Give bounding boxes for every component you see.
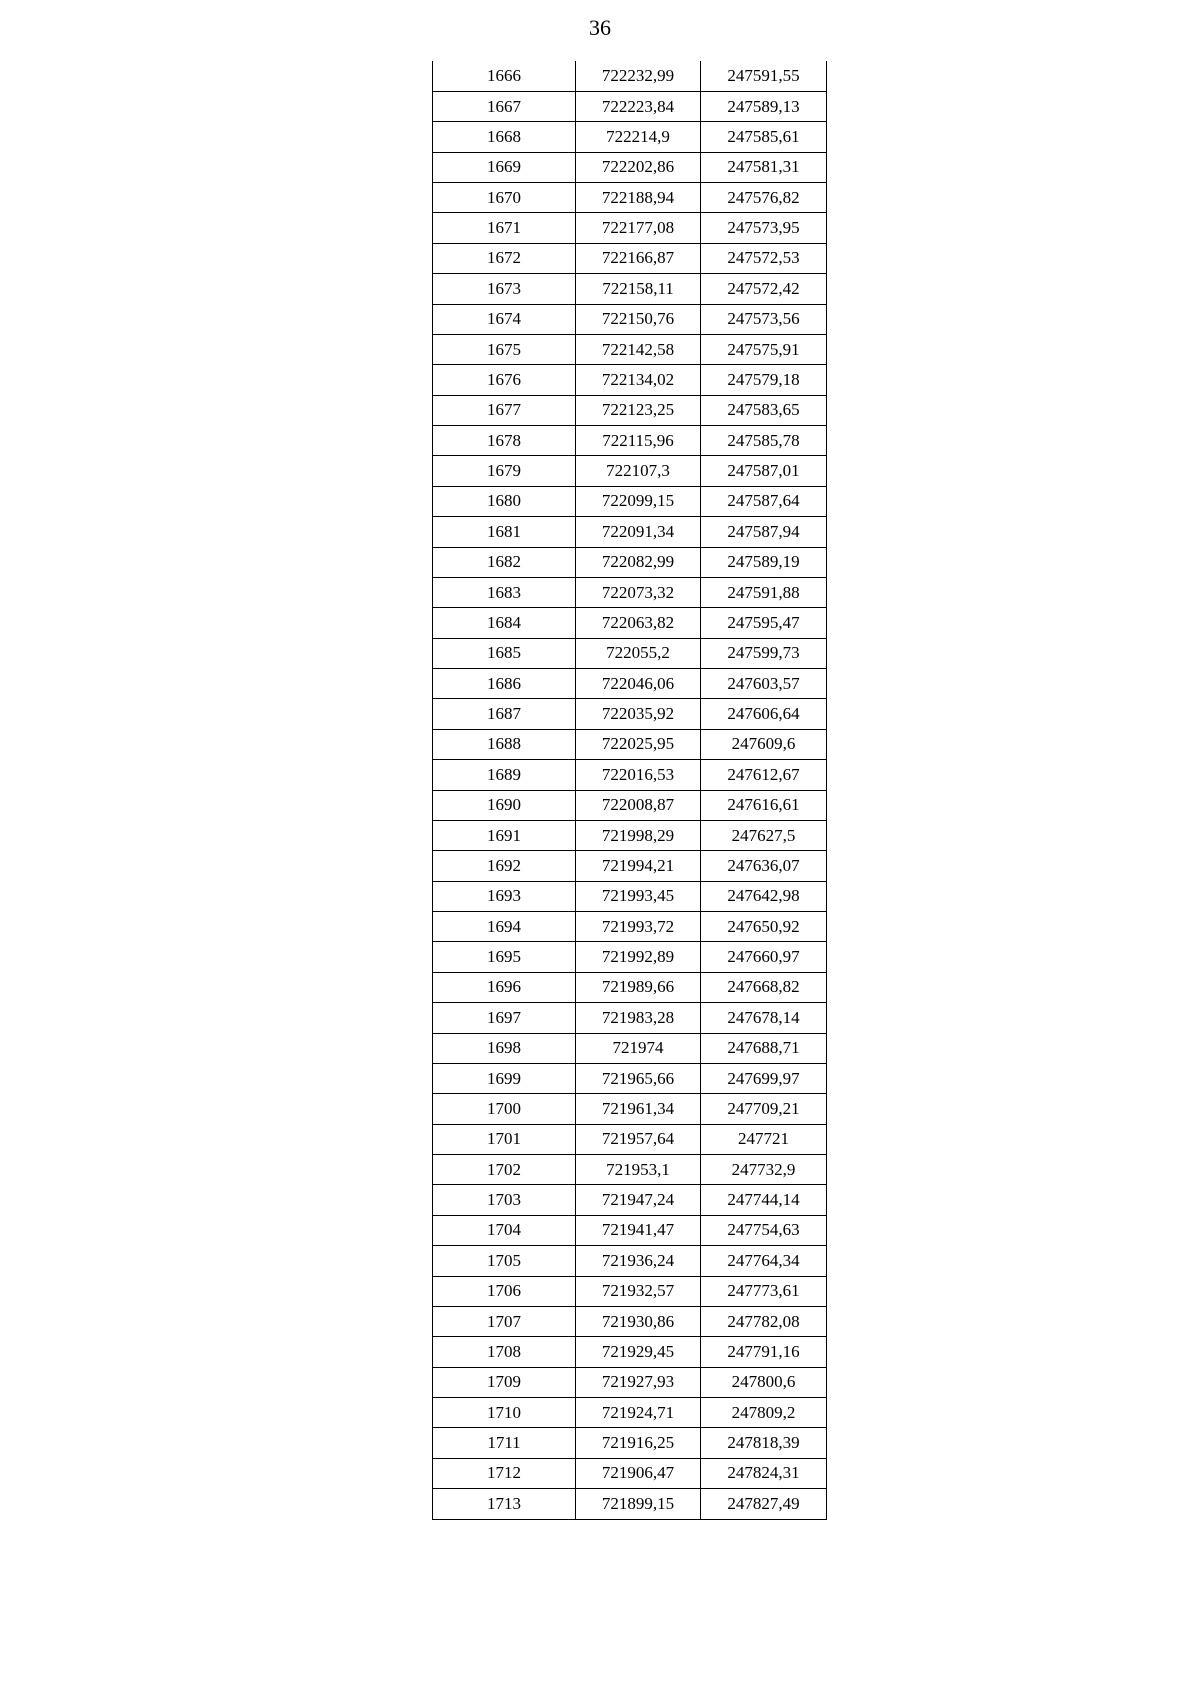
table-row	[433, 669, 827, 699]
y-coordinate-cell: 247576,82	[701, 183, 827, 213]
table-row	[433, 699, 827, 729]
y-coordinate-cell: 247606,64	[701, 699, 827, 729]
point-number-cell: 1712	[433, 1458, 576, 1488]
x-coordinate-cell: 722025,95	[576, 729, 701, 759]
point-number-cell: 1670	[433, 183, 576, 213]
x-coordinate-cell: 721916,25	[576, 1428, 701, 1458]
point-number-cell: 1678	[433, 426, 576, 456]
point-number-cell: 1668	[433, 122, 576, 152]
table-row	[433, 517, 827, 547]
point-number-cell: 1708	[433, 1337, 576, 1367]
y-coordinate-cell: 247827,49	[701, 1489, 827, 1519]
x-coordinate-cell: 722035,92	[576, 699, 701, 729]
table-row	[433, 1094, 827, 1124]
x-coordinate-cell: 722091,34	[576, 517, 701, 547]
y-coordinate-cell: 247591,55	[701, 61, 827, 91]
y-coordinate-cell: 247800,6	[701, 1367, 827, 1397]
x-coordinate-cell: 722115,96	[576, 426, 701, 456]
y-coordinate-cell: 247782,08	[701, 1306, 827, 1336]
y-coordinate-cell: 247579,18	[701, 365, 827, 395]
point-number-cell: 1702	[433, 1155, 576, 1185]
y-coordinate-cell: 247599,73	[701, 638, 827, 668]
y-coordinate-cell: 247636,07	[701, 851, 827, 881]
y-coordinate-cell: 247585,61	[701, 122, 827, 152]
point-number-cell: 1704	[433, 1215, 576, 1245]
y-coordinate-cell: 247591,88	[701, 577, 827, 607]
x-coordinate-cell: 721941,47	[576, 1215, 701, 1245]
x-coordinate-cell: 722202,86	[576, 152, 701, 182]
point-number-cell: 1667	[433, 91, 576, 121]
point-number-cell: 1685	[433, 638, 576, 668]
y-coordinate-cell: 247616,61	[701, 790, 827, 820]
point-number-cell: 1689	[433, 760, 576, 790]
y-coordinate-cell: 247809,2	[701, 1398, 827, 1428]
x-coordinate-cell: 722107,3	[576, 456, 701, 486]
y-coordinate-cell: 247764,34	[701, 1246, 827, 1276]
point-number-cell: 1675	[433, 334, 576, 364]
x-coordinate-cell: 721989,66	[576, 972, 701, 1002]
x-coordinate-cell: 721932,57	[576, 1276, 701, 1306]
x-coordinate-cell: 721936,24	[576, 1246, 701, 1276]
x-coordinate-cell: 722016,53	[576, 760, 701, 790]
point-number-cell: 1694	[433, 912, 576, 942]
point-number-cell: 1687	[433, 699, 576, 729]
point-number-cell: 1676	[433, 365, 576, 395]
y-coordinate-cell: 247744,14	[701, 1185, 827, 1215]
point-number-cell: 1697	[433, 1003, 576, 1033]
point-number-cell: 1682	[433, 547, 576, 577]
y-coordinate-cell: 247572,42	[701, 274, 827, 304]
table-row	[433, 760, 827, 790]
table-row	[433, 790, 827, 820]
y-coordinate-cell: 247791,16	[701, 1337, 827, 1367]
x-coordinate-cell: 721927,93	[576, 1367, 701, 1397]
x-coordinate-cell: 721924,71	[576, 1398, 701, 1428]
y-coordinate-cell: 247650,92	[701, 912, 827, 942]
table-row	[433, 1458, 827, 1488]
point-number-cell: 1679	[433, 456, 576, 486]
table-row	[433, 1428, 827, 1458]
point-number-cell: 1686	[433, 669, 576, 699]
y-coordinate-cell: 247721	[701, 1124, 827, 1154]
point-number-cell: 1683	[433, 577, 576, 607]
x-coordinate-cell: 721998,29	[576, 820, 701, 850]
x-coordinate-cell: 721947,24	[576, 1185, 701, 1215]
table-row	[433, 577, 827, 607]
table-row	[433, 183, 827, 213]
point-number-cell: 1710	[433, 1398, 576, 1428]
point-number-cell: 1696	[433, 972, 576, 1002]
y-coordinate-cell: 247824,31	[701, 1458, 827, 1488]
table-row	[433, 486, 827, 516]
x-coordinate-cell: 722055,2	[576, 638, 701, 668]
table-row	[433, 608, 827, 638]
table-row	[433, 1276, 827, 1306]
table-row	[433, 1337, 827, 1367]
y-coordinate-cell: 247589,13	[701, 91, 827, 121]
table-row	[433, 1124, 827, 1154]
table-row	[433, 1185, 827, 1215]
table-row	[433, 881, 827, 911]
x-coordinate-cell: 722099,15	[576, 486, 701, 516]
x-coordinate-cell: 721974	[576, 1033, 701, 1063]
table-row	[433, 1246, 827, 1276]
table-row	[433, 61, 827, 91]
table-row	[433, 912, 827, 942]
y-coordinate-cell: 247642,98	[701, 881, 827, 911]
x-coordinate-cell: 722232,99	[576, 61, 701, 91]
table-row	[433, 1367, 827, 1397]
y-coordinate-cell: 247585,78	[701, 426, 827, 456]
y-coordinate-cell: 247627,5	[701, 820, 827, 850]
coordinates-table-body	[433, 61, 827, 1519]
y-coordinate-cell: 247818,39	[701, 1428, 827, 1458]
x-coordinate-cell: 721906,47	[576, 1458, 701, 1488]
x-coordinate-cell: 721930,86	[576, 1306, 701, 1336]
y-coordinate-cell: 247572,53	[701, 243, 827, 273]
y-coordinate-cell: 247612,67	[701, 760, 827, 790]
table-row	[433, 426, 827, 456]
y-coordinate-cell: 247583,65	[701, 395, 827, 425]
x-coordinate-cell: 722073,32	[576, 577, 701, 607]
point-number-cell: 1669	[433, 152, 576, 182]
point-number-cell: 1692	[433, 851, 576, 881]
point-number-cell: 1695	[433, 942, 576, 972]
y-coordinate-cell: 247699,97	[701, 1063, 827, 1093]
coordinates-table	[432, 61, 827, 1520]
table-row	[433, 972, 827, 1002]
point-number-cell: 1673	[433, 274, 576, 304]
table-row	[433, 456, 827, 486]
y-coordinate-cell: 247688,71	[701, 1033, 827, 1063]
x-coordinate-cell: 721953,1	[576, 1155, 701, 1185]
y-coordinate-cell: 247587,01	[701, 456, 827, 486]
x-coordinate-cell: 721983,28	[576, 1003, 701, 1033]
y-coordinate-cell: 247587,64	[701, 486, 827, 516]
y-coordinate-cell: 247595,47	[701, 608, 827, 638]
x-coordinate-cell: 722177,08	[576, 213, 701, 243]
table-row	[433, 1155, 827, 1185]
x-coordinate-cell: 722158,11	[576, 274, 701, 304]
x-coordinate-cell: 722063,82	[576, 608, 701, 638]
table-row	[433, 820, 827, 850]
x-coordinate-cell: 721992,89	[576, 942, 701, 972]
point-number-cell: 1713	[433, 1489, 576, 1519]
x-coordinate-cell: 722142,58	[576, 334, 701, 364]
x-coordinate-cell: 721929,45	[576, 1337, 701, 1367]
table-row	[433, 334, 827, 364]
page-number: 36	[589, 15, 611, 40]
x-coordinate-cell: 722166,87	[576, 243, 701, 273]
point-number-cell: 1700	[433, 1094, 576, 1124]
x-coordinate-cell: 721961,34	[576, 1094, 701, 1124]
point-number-cell: 1674	[433, 304, 576, 334]
table-row	[433, 243, 827, 273]
x-coordinate-cell: 722123,25	[576, 395, 701, 425]
point-number-cell: 1711	[433, 1428, 576, 1458]
point-number-cell: 1677	[433, 395, 576, 425]
y-coordinate-cell: 247603,57	[701, 669, 827, 699]
y-coordinate-cell: 247709,21	[701, 1094, 827, 1124]
x-coordinate-cell: 722046,06	[576, 669, 701, 699]
table-row	[433, 304, 827, 334]
point-number-cell: 1688	[433, 729, 576, 759]
x-coordinate-cell: 722008,87	[576, 790, 701, 820]
y-coordinate-cell: 247732,9	[701, 1155, 827, 1185]
point-number-cell: 1690	[433, 790, 576, 820]
point-number-cell: 1680	[433, 486, 576, 516]
x-coordinate-cell: 722188,94	[576, 183, 701, 213]
y-coordinate-cell: 247609,6	[701, 729, 827, 759]
table-row	[433, 851, 827, 881]
table-row	[433, 547, 827, 577]
point-number-cell: 1705	[433, 1246, 576, 1276]
point-number-cell: 1672	[433, 243, 576, 273]
table-row	[433, 1033, 827, 1063]
point-number-cell: 1681	[433, 517, 576, 547]
table-row	[433, 1489, 827, 1519]
table-row	[433, 274, 827, 304]
point-number-cell: 1666	[433, 61, 576, 91]
y-coordinate-cell: 247668,82	[701, 972, 827, 1002]
point-number-cell: 1707	[433, 1306, 576, 1336]
y-coordinate-cell: 247773,61	[701, 1276, 827, 1306]
table-row	[433, 1003, 827, 1033]
point-number-cell: 1706	[433, 1276, 576, 1306]
point-number-cell: 1698	[433, 1033, 576, 1063]
y-coordinate-cell: 247573,95	[701, 213, 827, 243]
table-row	[433, 395, 827, 425]
table-row	[433, 1398, 827, 1428]
x-coordinate-cell: 722223,84	[576, 91, 701, 121]
x-coordinate-cell: 721965,66	[576, 1063, 701, 1093]
point-number-cell: 1684	[433, 608, 576, 638]
table-row	[433, 729, 827, 759]
table-row	[433, 1215, 827, 1245]
x-coordinate-cell: 721957,64	[576, 1124, 701, 1154]
y-coordinate-cell: 247754,63	[701, 1215, 827, 1245]
x-coordinate-cell: 722134,02	[576, 365, 701, 395]
y-coordinate-cell: 247581,31	[701, 152, 827, 182]
table-row	[433, 152, 827, 182]
y-coordinate-cell: 247587,94	[701, 517, 827, 547]
x-coordinate-cell: 722082,99	[576, 547, 701, 577]
table-row	[433, 1306, 827, 1336]
point-number-cell: 1671	[433, 213, 576, 243]
point-number-cell: 1691	[433, 820, 576, 850]
point-number-cell: 1703	[433, 1185, 576, 1215]
y-coordinate-cell: 247573,56	[701, 304, 827, 334]
x-coordinate-cell: 721994,21	[576, 851, 701, 881]
x-coordinate-cell: 722150,76	[576, 304, 701, 334]
x-coordinate-cell: 721993,45	[576, 881, 701, 911]
point-number-cell: 1699	[433, 1063, 576, 1093]
x-coordinate-cell: 721993,72	[576, 912, 701, 942]
table-row	[433, 122, 827, 152]
point-number-cell: 1701	[433, 1124, 576, 1154]
table-row	[433, 638, 827, 668]
point-number-cell: 1693	[433, 881, 576, 911]
table-row	[433, 91, 827, 121]
x-coordinate-cell: 722214,9	[576, 122, 701, 152]
x-coordinate-cell: 721899,15	[576, 1489, 701, 1519]
y-coordinate-cell: 247660,97	[701, 942, 827, 972]
table-row	[433, 213, 827, 243]
y-coordinate-cell: 247575,91	[701, 334, 827, 364]
table-row	[433, 365, 827, 395]
point-number-cell: 1709	[433, 1367, 576, 1397]
table-row	[433, 1063, 827, 1093]
y-coordinate-cell: 247678,14	[701, 1003, 827, 1033]
table-row	[433, 942, 827, 972]
y-coordinate-cell: 247589,19	[701, 547, 827, 577]
